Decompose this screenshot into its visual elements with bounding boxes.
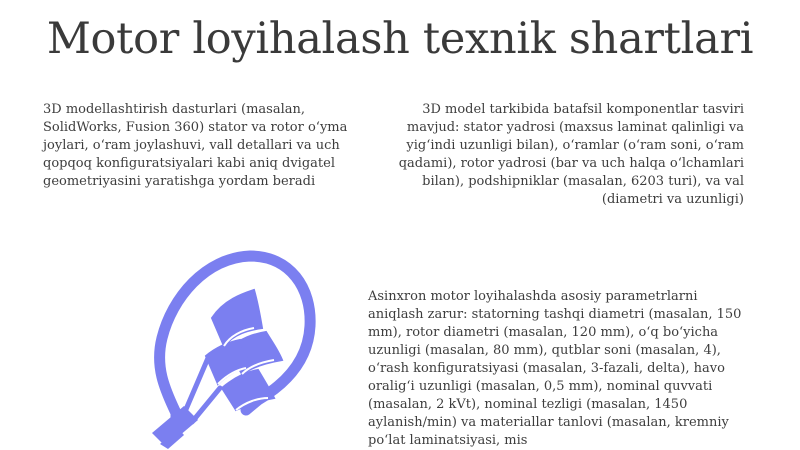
lightbulb-book-icon	[150, 238, 320, 449]
paragraph-3d-components: 3D model tarkibida batafsil komponentlar tasviri mavjud: stator yadrosi (maxsus laminat qalinligi va yig‘indi uzunligi bilan), o‘ramlar (o‘ram soni, o‘ram qadami), rotor yadrosi (bar va uch halqa o‘lchamlari bilan), podshipniklar (masalan, 6203 turi), va val (diametri va uzunligi)	[398, 102, 744, 207]
paragraph-motor-parameters: Asinxron motor loyihalashda asosiy parametrlarni aniqlash zarur: statorning tashqi diametri (masalan, 150 mm), rotor diametri (masalan, 120 mm), o‘q bo‘yicha uzunligi (masalan, 80 mm), qutblar soni (masalan, 4), o‘rash konfiguratsiyasi (masalan, 3-fazali, delta), havo oralig‘i uzunligi (masalan, 0,5 mm), nominal quvvati (masalan, 2 kVt), nominal tezligi (masalan, 1450 aylanish/min) va materiallar tanlovi (masalan, kremniy po‘lat laminatsiyasi, mis	[368, 289, 742, 448]
page-title: Motor loyihalash texnik shartlari	[46, 14, 754, 64]
paragraph-3d-software: 3D modellashtirish dasturlari (masalan, SolidWorks, Fusion 360) stator va rotor o‘yma joylari, o‘ram joylashuvi, vall detallari va uch qopqoq konfiguratsiyalari kabi aniq dvigatel geometriyasini yaratishga yordam beradi	[43, 102, 348, 189]
